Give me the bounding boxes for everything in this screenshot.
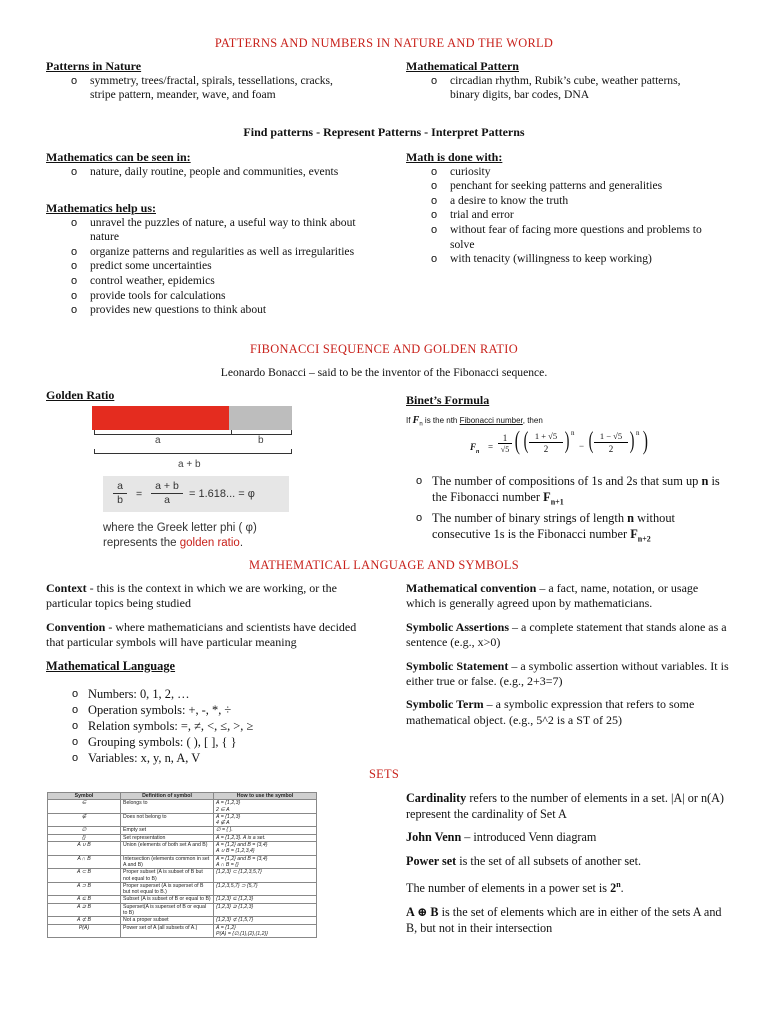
table-header-row	[48, 793, 317, 800]
sets-definitions	[406, 791, 730, 936]
golden-ratio-heading: Golden Ratio	[46, 388, 115, 402]
fibonacci-intro: Leonardo Bonacci – said to be the inventor of the Fibonacci sequence.	[220, 366, 548, 379]
math-pattern-heading: Mathematical Pattern	[406, 59, 519, 73]
symbol-cell: A ⊃ B	[48, 882, 121, 896]
eq-numerator-a: a	[113, 480, 127, 494]
eq-value: = 1.618... = φ	[189, 488, 255, 500]
list-item: o Variables: x, y, n, A, V	[46, 750, 376, 766]
binet-big-paren-close: )	[642, 426, 648, 455]
usage-cell: {1,2,3} ⊆ {1,2,3}	[214, 896, 317, 903]
definition-cell: Belongs to	[121, 800, 214, 814]
table-row	[48, 834, 317, 841]
label-ab: a + b	[178, 459, 201, 470]
list-item: o Operation symbols: +, -, *, ÷	[46, 702, 376, 718]
math-seen-list	[46, 165, 376, 180]
usage-cell: {1,2,3} ⊂ {1,2,3,5,7}	[214, 869, 317, 883]
table-row	[48, 903, 317, 917]
math-pattern-list	[406, 74, 726, 103]
usage-cell: {1,2,3,5,7} ⊃ {5,7}	[214, 882, 317, 896]
binet-paren-open-2: (	[588, 428, 594, 454]
definition-cell: Proper superset (A is superset of B but not equal to B.)	[121, 882, 214, 896]
math-language-heading: Mathematical Language	[46, 658, 176, 673]
table-row	[48, 855, 317, 869]
eq-numerator-ab: a + b	[151, 480, 183, 494]
binet-intro-n: n	[419, 421, 423, 428]
symbol-cell: A ⊂ B	[48, 869, 121, 883]
symmetric-difference-definition: A ⊕ B is the set of elements which are in either of the sets A and B, but not in their intersection	[406, 905, 722, 935]
caption-text: represents the	[103, 537, 180, 549]
definition-item: Symbolic Term – a symbolic expression that refers to some mathematical object. (e.g., 5^2 is a ST of 25)	[406, 697, 695, 727]
definition-cell: Power set of A (all subsets of A.)	[121, 924, 214, 938]
list-item: o The number of compositions of 1s and 2s that sum up n is the Fibonacci number $F_{n+1}$	[390, 473, 720, 510]
binet-exp-2: n	[636, 429, 640, 437]
list-item: o with tenacity (willingness to keep working)	[406, 252, 736, 267]
golden-bar-b	[229, 406, 292, 430]
binet-intro-then: , then	[522, 416, 543, 425]
symbol-cell: ∈	[48, 800, 121, 814]
col-header: Symbol	[48, 793, 121, 800]
binet-big-paren-open: (	[514, 426, 520, 455]
usage-cell: A = {1,2} P(A) = {∅,{1},{2},{1,2}}	[214, 924, 317, 938]
page-title: PATTERNS AND NUMBERS IN NATURE AND THE WORLD	[214, 36, 554, 50]
usage-cell: {1,2,3} ⊇ {1,2,3}	[214, 903, 317, 917]
table-row	[48, 924, 317, 938]
definition-cell: Intersection (elements common in set A and B)	[121, 855, 214, 869]
usage-cell: A = {1,2,3} 2 ∈ A	[214, 800, 317, 814]
list-item: o Grouping symbols: ( ), [ ], { }	[46, 734, 376, 750]
table-row	[48, 896, 317, 903]
usage-cell: A = {1,2,3}. A is a set.	[214, 834, 317, 841]
right-definitions	[406, 581, 730, 728]
symbol-cell: A ⊇ B	[48, 903, 121, 917]
math-done-list	[406, 165, 736, 267]
symbol-cell: ∅	[48, 827, 121, 834]
power-set-definition: Power set is the set of all subsets of another set.	[406, 853, 642, 868]
symbol-cell: A ⊄ B	[48, 917, 121, 924]
table-row	[48, 813, 317, 827]
binet-num-2: 1 − √5	[594, 431, 628, 443]
list-item: o without fear of facing more questions and problems to solve	[406, 223, 736, 252]
list-item: o curiosity	[406, 165, 736, 180]
binet-lhs: $F_n$	[470, 442, 480, 455]
caption-golden-ratio: golden ratio	[179, 537, 240, 549]
symbol-cell: A ∪ B	[48, 842, 121, 856]
binet-exp-1: n	[571, 429, 575, 437]
symbol-cell: P(A)	[48, 924, 121, 938]
definition-item: Symbolic Statement – a symbolic assertion without variables. It is either true or false. (e.g., 2+3=7)	[406, 658, 729, 689]
table-body	[48, 800, 317, 938]
eq-denominator-a: a	[164, 494, 170, 506]
golden-ratio-equation	[103, 476, 289, 512]
binet-intro-text2: is the nth	[422, 416, 460, 425]
brace-ab	[94, 449, 292, 454]
left-definitions	[46, 581, 376, 673]
col-header: How to use the symbol	[214, 793, 317, 800]
list-item: o predict some uncertainties	[46, 259, 376, 274]
symbol-cell: ∉	[48, 813, 121, 827]
table-row	[48, 800, 317, 814]
list-item: o penchant for seeking patterns and generalities	[406, 179, 736, 194]
binet-num-1: 1 + √5	[529, 431, 563, 443]
venn-definition: John Venn – introduced Venn diagram	[406, 830, 597, 845]
list-item: o organize patterns and regularities as well as irregularities	[46, 245, 376, 260]
binet-one: 1	[498, 433, 512, 444]
definition-item: Symbolic Assertions – a complete statement that stands alone as a sentence (e.g., x>0)	[406, 619, 727, 650]
usage-cell: A = {1,2} and B = {3,4} A ∩ B = {}	[214, 855, 317, 869]
binet-eq: =	[488, 442, 494, 452]
convention-definition: Convention - where mathematicians and scientists have decided that particular symbols will have particular meaning	[46, 619, 357, 650]
binet-intro-f: F	[412, 415, 420, 426]
math-seen-heading: Mathematics can be seen in:	[46, 150, 191, 164]
caption-period: .	[239, 537, 244, 549]
usage-cell: {1,2,3} ⊄ {1,5,7}	[214, 917, 317, 924]
math-language-section-title: MATHEMATICAL LANGUAGE AND SYMBOLS	[249, 558, 519, 572]
golden-caption	[103, 521, 257, 551]
math-help-us	[46, 201, 376, 318]
math-language-list	[46, 686, 376, 766]
list-item: o nature, daily routine, people and communities, events	[46, 165, 376, 180]
label-a: a	[155, 435, 161, 446]
list-item: o provide tools for calculations	[46, 289, 376, 304]
binet-paren-close-2: )	[629, 428, 635, 454]
table-row	[48, 882, 317, 896]
binet-intro-text: If	[406, 416, 413, 425]
list-item: o provides new questions to think about	[46, 303, 376, 318]
binet-paren-open-1: (	[523, 428, 529, 454]
binet-den-1: 2	[543, 444, 549, 454]
fibonacci-section-title: FIBONACCI SEQUENCE AND GOLDEN RATIO	[250, 342, 518, 356]
list-item: o The number of binary strings of length n without consecutive 1s is the Fibonacci number $F_{n+2}$	[390, 510, 720, 547]
table-row	[48, 842, 317, 856]
binet-facts	[390, 473, 720, 548]
list-item: o symmetry, trees/fractal, spirals, tessellations, cracks, stripe pattern, meander, wave, and foam	[46, 74, 366, 103]
symbol-cell: A ∩ B	[48, 855, 121, 869]
table-row	[48, 917, 317, 924]
table-row	[48, 869, 317, 883]
usage-cell: A = {1,2,3} 4 ∉ A	[214, 813, 317, 827]
definition-cell: Proper subset (A is subset of B but not equal to B)	[121, 869, 214, 883]
usage-cell: ∅ = { }.	[214, 827, 317, 834]
context-definition: Context - this is the context in which we are working, or the particular topics being studied	[46, 581, 337, 611]
mathematical-pattern	[406, 59, 726, 103]
binet-intro-fib: Fibonacci number	[459, 416, 523, 425]
definition-cell: Superset(A is superset of B or equal to B)	[121, 903, 214, 917]
set-symbols-table	[47, 792, 317, 938]
list-item: o a desire to know the truth	[406, 194, 736, 209]
eq-denominator-b: b	[117, 494, 123, 506]
definition-cell: Subset (A is subset of B or equal to B)	[121, 896, 214, 903]
binet-root5: √5	[500, 445, 510, 454]
definition-cell: Not a proper subset	[121, 917, 214, 924]
definition-item: Mathematical convention – a fact, name, notation, or usage which is generally agreed upon by mathematicians.	[406, 581, 699, 611]
binet-heading: Binet’s Formula	[406, 393, 490, 407]
binet-paren-close-1: )	[564, 428, 570, 454]
symbol-cell: A ⊆ B	[48, 896, 121, 903]
list-item: o trial and error	[406, 208, 736, 223]
brace-a	[94, 430, 232, 435]
sets-section-title: SETS	[368, 767, 400, 781]
list-item: o Relation symbols: =, ≠, <, ≤, >, ≥	[46, 718, 376, 734]
math-done-with	[406, 150, 736, 267]
golden-caption-line2	[103, 536, 257, 551]
find-patterns-line: Find patterns - Represent Patterns - Interpret Patterns	[243, 125, 525, 139]
label-b: b	[258, 435, 264, 446]
math-help-list	[46, 216, 376, 318]
table-row	[48, 827, 317, 834]
binet-den-2: 2	[608, 444, 614, 454]
eq-equals: =	[136, 488, 143, 500]
definition-cell: Empty set	[121, 827, 214, 834]
math-seen-in	[46, 150, 376, 179]
definition-cell: Set representation	[121, 834, 214, 841]
golden-caption-line1: where the Greek letter phi ( φ)	[103, 522, 257, 534]
col-header: Definition of symbol	[121, 793, 214, 800]
patterns-in-nature	[46, 59, 366, 103]
binet-minus: −	[579, 441, 585, 451]
patterns-nature-heading: Patterns in Nature	[46, 59, 142, 73]
definition-cell: Does not belong to	[121, 813, 214, 827]
list-item: o unravel the puzzles of nature, a useful way to think about nature	[46, 216, 376, 245]
math-help-heading: Mathematics help us:	[46, 201, 156, 215]
patterns-nature-list	[46, 74, 366, 103]
math-done-heading: Math is done with:	[406, 150, 503, 164]
binet-formula	[470, 428, 690, 468]
usage-cell: A = {1,2} and B = {3,4} A ∪ B = {1,2,3,4}	[214, 842, 317, 856]
list-item: o Numbers: 0, 1, 2, …	[46, 686, 376, 702]
definition-cell: Union (elements of both set A and B)	[121, 842, 214, 856]
power-set-count: The number of elements in a power set is 2$^n$.	[406, 880, 624, 896]
list-item: o control weather, epidemics	[46, 274, 376, 289]
symbol-cell: {}	[48, 834, 121, 841]
list-item: o circadian rhythm, Rubik’s cube, weather patterns, binary digits, bar codes, DNA	[406, 74, 726, 103]
cardinality-definition: Cardinality refers to the number of elements in a set. |A| or n(A) represent the cardinality of Set A	[406, 791, 724, 821]
